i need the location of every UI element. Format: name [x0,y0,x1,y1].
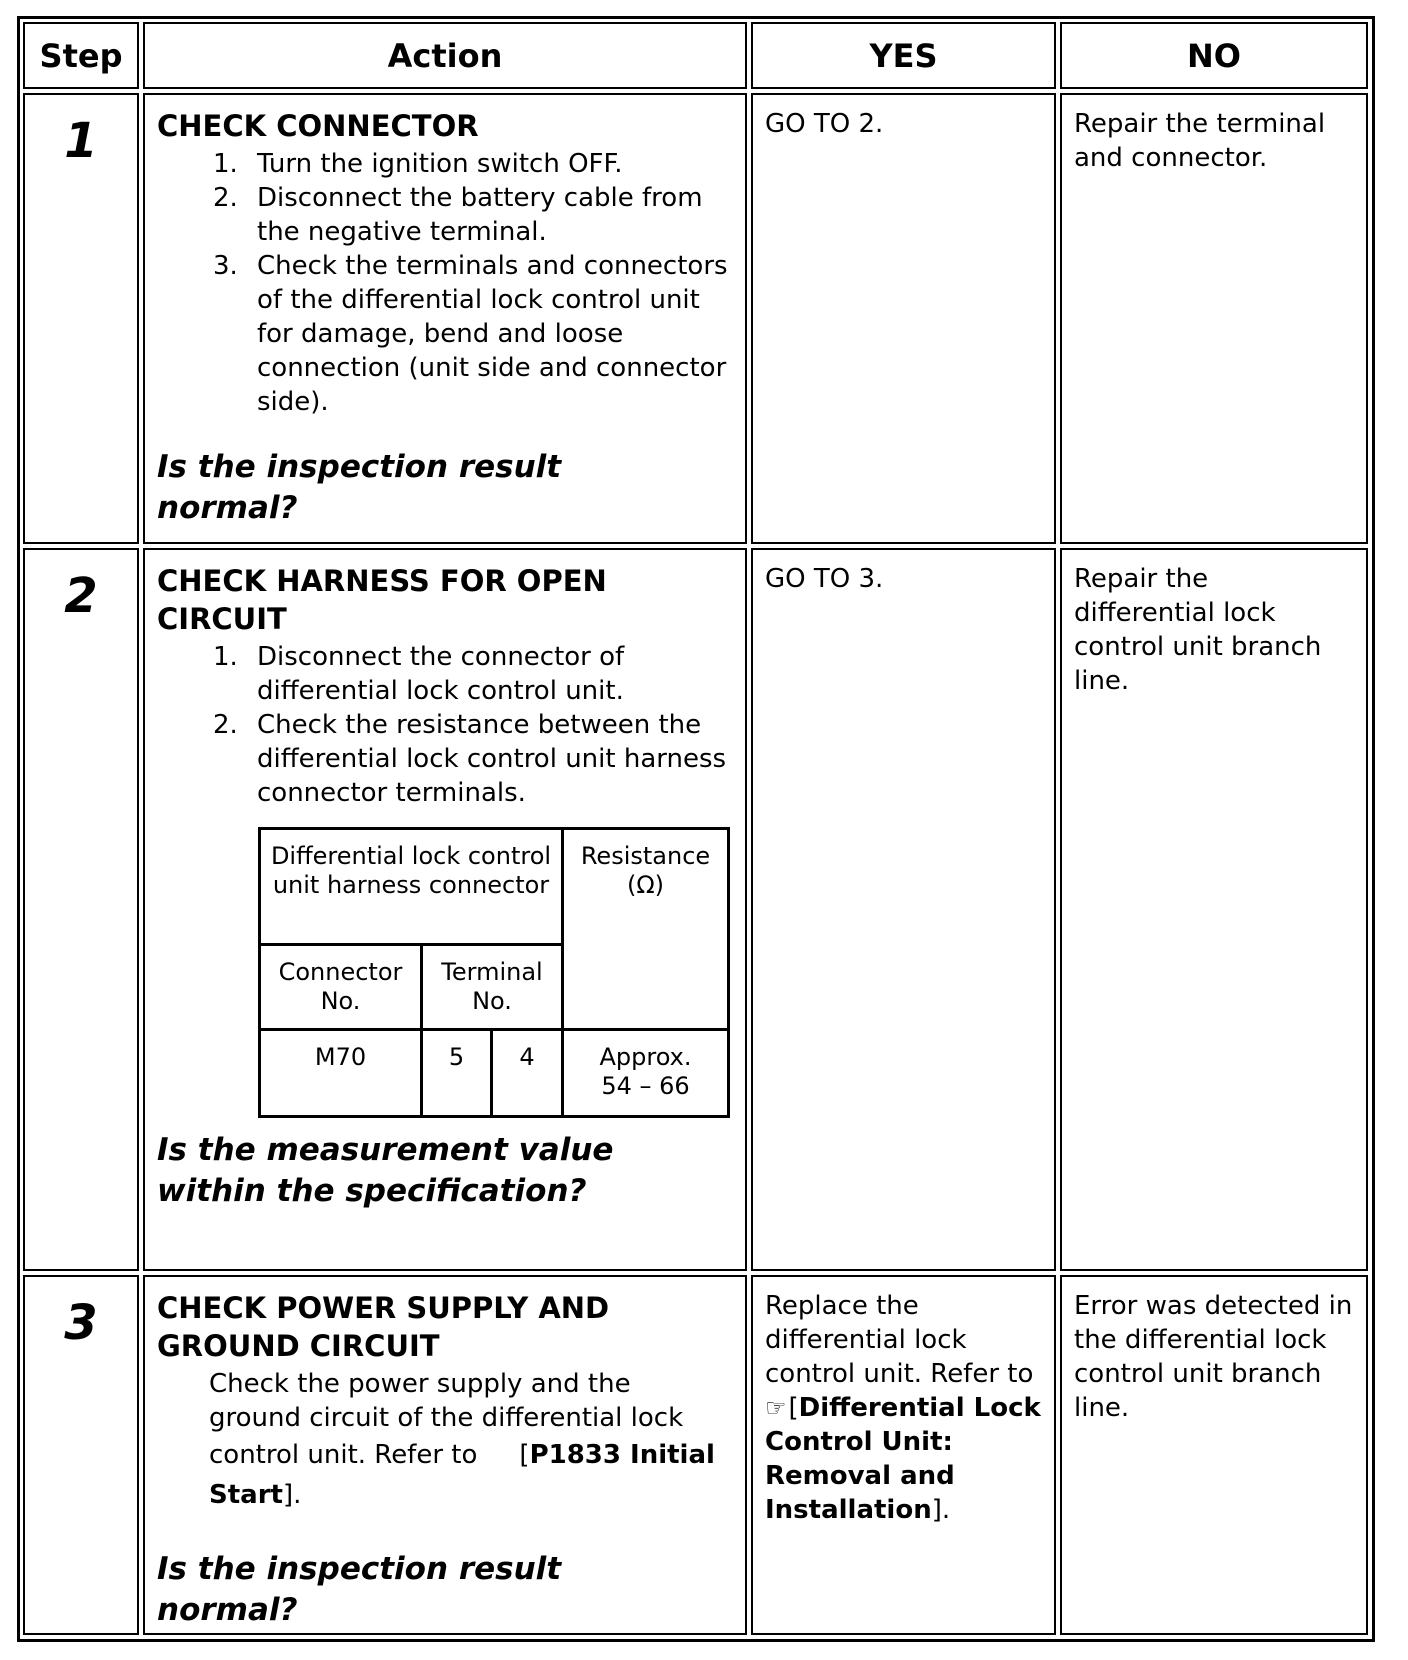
yes-cell-2 [751,548,1056,1271]
terminal-header-cell [420,943,564,1031]
yes-action-link[interactable]: GO TO 2. [765,109,884,139]
item-number: 2. [213,710,238,740]
reference-link-p1833[interactable]: P1833 Initial Start [209,1440,715,1510]
item-text: Check the terminals and connectors of the differential lock control unit for damage, bend and loose connection (unit side and connector side). [257,251,728,417]
item-text: Check the resistance between the differential lock control unit harness connector terminals. [257,710,727,808]
yes-cell-1 [751,93,1056,544]
action-step-item [213,181,735,249]
item-number: 1. [213,642,238,672]
resistance-header-cell [561,827,730,1031]
step-number-2 [23,548,139,1271]
step-number-label: 2 [64,568,98,624]
connector-value: M70 [314,1043,367,1071]
resistance-value: Approx. 54 – 66 [599,1043,692,1100]
header-step-label: Step [39,36,123,75]
header-action [143,22,747,89]
resistance-header-label: Resistance (Ω) [580,842,711,899]
group-header-cell [258,827,564,946]
connector-value-cell [258,1028,423,1118]
action-step-item [213,640,735,708]
action-paragraph [157,1367,735,1515]
action-steps-list [157,147,735,419]
connector-header-label: Connector No. [278,958,403,1015]
ref-bracket-close: ]. [931,1495,951,1525]
action-steps-list [157,640,735,810]
no-action-text: Repair the differential lock control unit branch line. [1074,564,1322,696]
item-text: Disconnect the battery cable from the negative terminal. [257,183,703,247]
ref-bracket-close: ]. [282,1480,302,1510]
item-number: 3. [213,251,238,281]
pointing-hand-icon: ☞ [765,1394,787,1422]
measurement-question: Is the measurement value within the specification? [157,1132,614,1209]
yes-cell-3 [751,1275,1056,1635]
action-step-item [213,249,735,419]
header-action-label: Action [387,36,503,75]
terminal-header-label: Terminal No. [441,958,543,1015]
connector-header-cell [258,943,423,1031]
terminal-b-cell [490,1028,564,1118]
item-text: Disconnect the connector of differential lock control unit. [257,642,625,706]
terminal-a-cell [420,1028,493,1118]
reference-link-removal-installation[interactable]: Differential Lock Control Unit: Removal and Installation [765,1393,1041,1525]
action-title: CHECK POWER SUPPLY AND GROUND CIRCUIT [157,1291,610,1363]
item-number: 1. [213,149,238,179]
resistance-value-cell [561,1028,730,1118]
action-cell-1 [143,93,747,544]
terminal-b-value: 4 [519,1043,535,1071]
item-text: Turn the ignition switch OFF. [257,149,623,179]
no-cell-3 [1060,1275,1368,1635]
action-cell-3 [143,1275,747,1635]
ref-bracket-open: [ [788,1393,799,1423]
no-action-text: Error was detected in the differential lock control unit branch line. [1074,1291,1353,1423]
yes-action-link[interactable]: GO TO 3. [765,564,884,594]
no-action-text: Repair the terminal and connector. [1074,109,1326,173]
action-step-item [213,708,735,810]
step-number-3 [23,1275,139,1635]
no-cell-1 [1060,93,1368,544]
step-number-1 [23,93,139,544]
header-yes [751,22,1056,89]
action-step-item [213,147,735,181]
header-no-label: NO [1187,36,1241,75]
step-number-label: 3 [64,1295,98,1351]
ref-bracket-open: [ [519,1440,530,1470]
no-cell-2 [1060,548,1368,1271]
header-yes-label: YES [869,36,938,75]
action-title: CHECK CONNECTOR [157,109,479,143]
group-header-label: Differential lock control unit harness connector [270,842,552,899]
header-no [1060,22,1368,89]
yes-action-text: Replace the differential lock control unit. Refer to [765,1291,1034,1389]
header-step [23,22,139,89]
item-number: 2. [213,183,238,213]
inspection-question: Is the inspection result normal? [157,449,562,526]
inspection-question: Is the inspection result normal? [157,1551,562,1628]
action-title: CHECK HARNESS FOR OPEN CIRCUIT [157,564,607,636]
terminal-a-value: 5 [448,1043,465,1071]
resistance-spec-table [258,827,730,1118]
step-number-label: 1 [64,113,98,169]
paragraph-text: Check the power supply and the ground circuit of the differential lock control unit. Refer to [209,1369,684,1470]
